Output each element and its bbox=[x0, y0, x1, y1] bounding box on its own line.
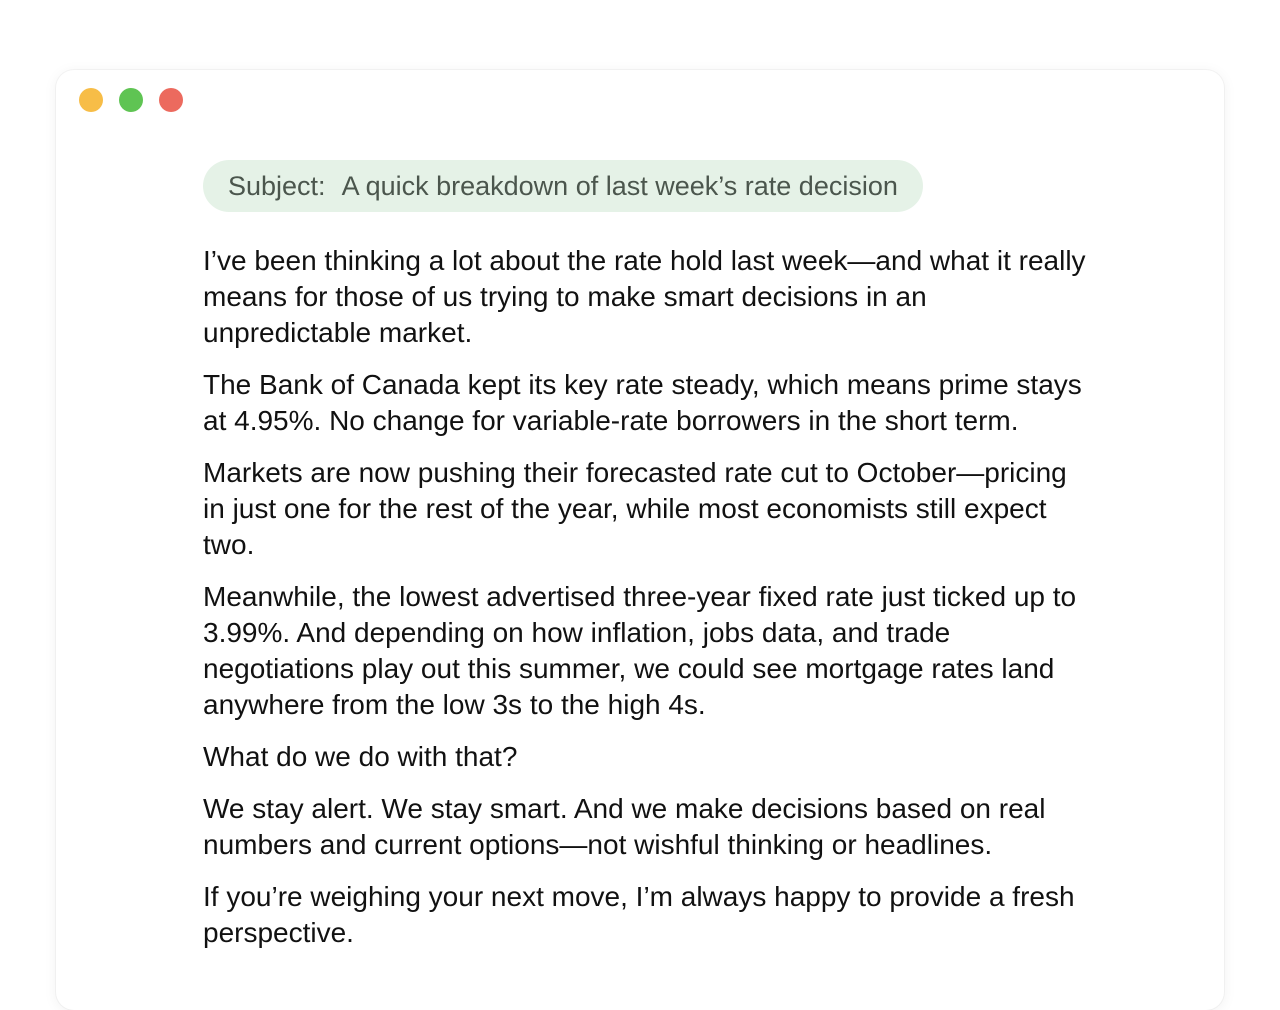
email-window bbox=[56, 70, 1224, 1010]
body-paragraph: The Bank of Canada kept its key rate steady, which means prime stays at 4.95%. No change for variable-rate borrowers in the short term. bbox=[203, 369, 1082, 436]
window-controls bbox=[79, 88, 183, 112]
close-button[interactable] bbox=[159, 88, 183, 112]
subject-pill bbox=[203, 160, 923, 212]
body-paragraph: What do we do with that? bbox=[203, 741, 518, 772]
subject-text: A quick breakdown of last week’s rate decision bbox=[341, 170, 898, 201]
body-paragraph: I’ve been thinking a lot about the rate hold last week—and what it really means for those of us trying to make smart decisions in an unpredictable market. bbox=[203, 245, 1086, 348]
subject-label: Subject: bbox=[228, 170, 326, 201]
body-paragraph: We stay alert. We stay smart. And we make decisions based on real numbers and current options—not wishful thinking or headlines. bbox=[203, 793, 1046, 860]
body-paragraph: Markets are now pushing their forecasted rate cut to October—pricing in just one for the rest of the year, while most economists still expect two. bbox=[203, 457, 1067, 560]
minimize-button[interactable] bbox=[79, 88, 103, 112]
body-paragraph: Meanwhile, the lowest advertised three-year fixed rate just ticked up to 3.99%. And depending on how inflation, jobs data, and trade negotiations play out this summer, we could see mortgage rates land anywhere from the low 3s to the high 4s. bbox=[203, 581, 1077, 720]
body-paragraph: If you’re weighing your next move, I’m always happy to provide a fresh perspective. bbox=[203, 881, 1075, 948]
email-body bbox=[203, 243, 1093, 967]
maximize-button[interactable] bbox=[119, 88, 143, 112]
